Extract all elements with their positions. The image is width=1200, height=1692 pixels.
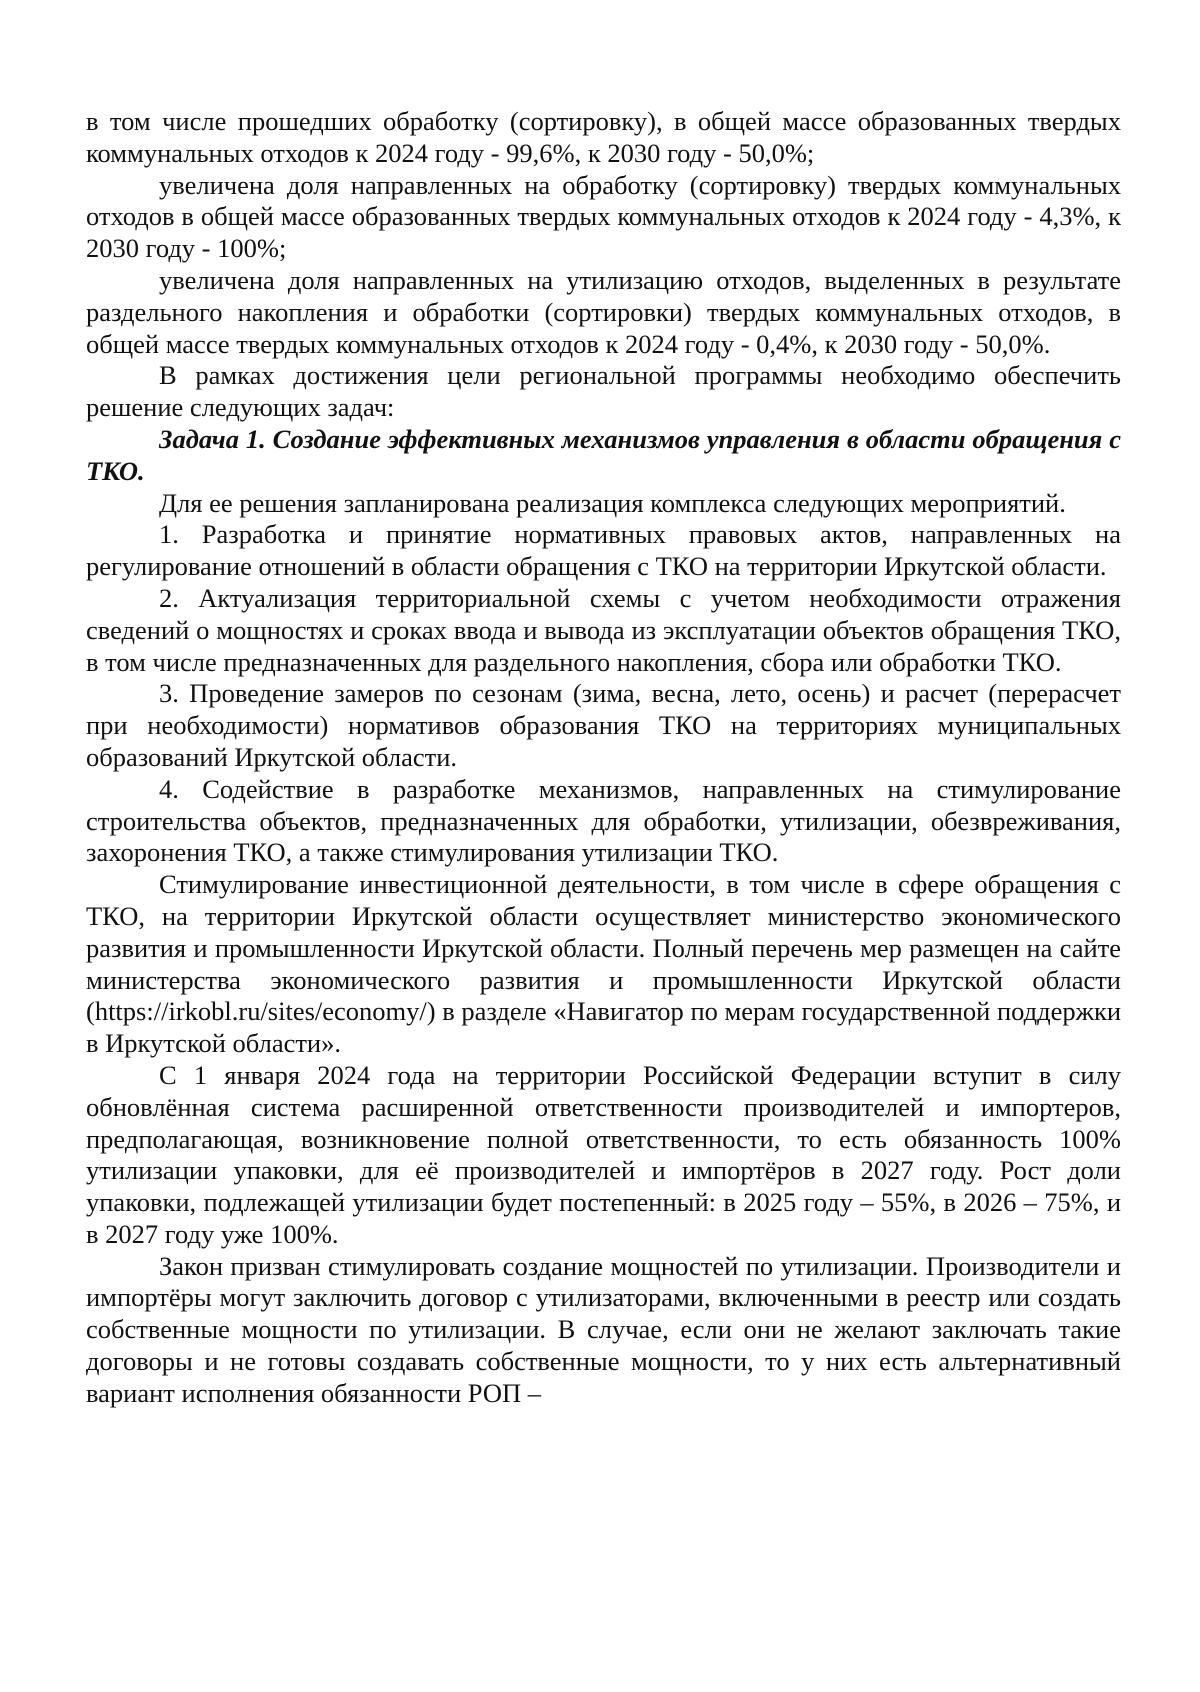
paragraph-continuation: в том числе прошедших обработку (сортировку), в общей массе образованных твердых коммунальных отходов к 2024 году - 99,6%, к 2030 году - 50,0%; xyxy=(86,106,1121,168)
paragraph-law-purpose: Закон призван стимулировать создание мощностей по утилизации. Производители и импортёры могут заключить договор с утилизаторами, включенными в реестр или создать собственные мощности по утилизации. В случае, если они не желают заключать такие договоры и не готовы создавать собственные мощности, то у них есть альтернативный вариант исполнения обязанности РОП – xyxy=(86,1250,1121,1408)
paragraph-measures-intro: Для ее решения запланирована реализация комплекса следующих мероприятий. xyxy=(159,487,1066,518)
paragraph-utilization-share: увеличена доля направленных на утилизацию отходов, выделенных в результате раздельного накопления и обработки (сортировки) твердых коммунальных отходов, в общей массе твердых коммунальных отходов к 2024 году - 0,4%, к 2030 году - 50,0%. xyxy=(86,264,1121,359)
paragraph-sorting-share: увеличена доля направленных на обработку (сортировку) твердых коммунальных отходов в общей массе образованных твердых коммунальных отходов к 2024 году - 4,3%, к 2030 году - 100%; xyxy=(86,169,1121,264)
paragraph-extended-responsibility: С 1 января 2024 года на территории Российской Федерации вступит в силу обновлённая система расширенной ответственности производителей и импортеров, предполагающая, возникновение полной ответственности, то есть обязанность 100% утилизации упаковки, для её производителей и импортёров в 2027 году. Рост доли упаковки, подлежащей утилизации будет постепенный: в 2025 году – 55%, в 2026 – 75%, и в 2027 году уже 100%. xyxy=(86,1059,1121,1249)
task-1-heading: Задача 1. Создание эффективных механизмов управления в области обращения с ТКО. xyxy=(86,423,1121,486)
list-item-4: 4. Содействие в разработке механизмов, направленных на стимулирование строительства объектов, предназначенных для обработки, утилизации, обезвреживания, захоронения ТКО, а также стимулирования утилизации ТКО. xyxy=(86,773,1121,868)
list-item-1: 1. Разработка и принятие нормативных правовых актов, направленных на регулирование отношений в области обращения с ТКО на территории Иркутской области. xyxy=(86,519,1121,582)
paragraph-investment: Стимулирование инвестиционной деятельности, в том числе в сфере обращения с ТКО, на территории Иркутской области осуществляет министерство экономического развития и промышленности Иркутской области. Полный перечень мер размещен на сайте министерства экономического развития и промышленности Иркутской области (https://irkobl.ru/sites/economy/) в разделе «Навигатор по мерам государственной поддержки в Иркутской области». xyxy=(86,869,1121,1059)
paragraph-tasks-intro: В рамках достижения цели региональной программы необходимо обеспечить решение следующих задач: xyxy=(86,360,1121,423)
document-page xyxy=(86,106,1121,1410)
list-item-3: 3. Проведение замеров по сезонам (зима, весна, лето, осень) и расчет (перерасчет при необходимости) нормативов образования ТКО на территориях муниципальных образований Иркутской области. xyxy=(86,678,1121,772)
list-item-2: 2. Актуализация территориальной схемы с учетом необходимости отражения сведений о мощностях и сроках ввода и вывода из эксплуатации объектов обращения ТКО, в том числе предназначенных для раздельного накопления, сбора или обработки ТКО. xyxy=(86,582,1121,677)
